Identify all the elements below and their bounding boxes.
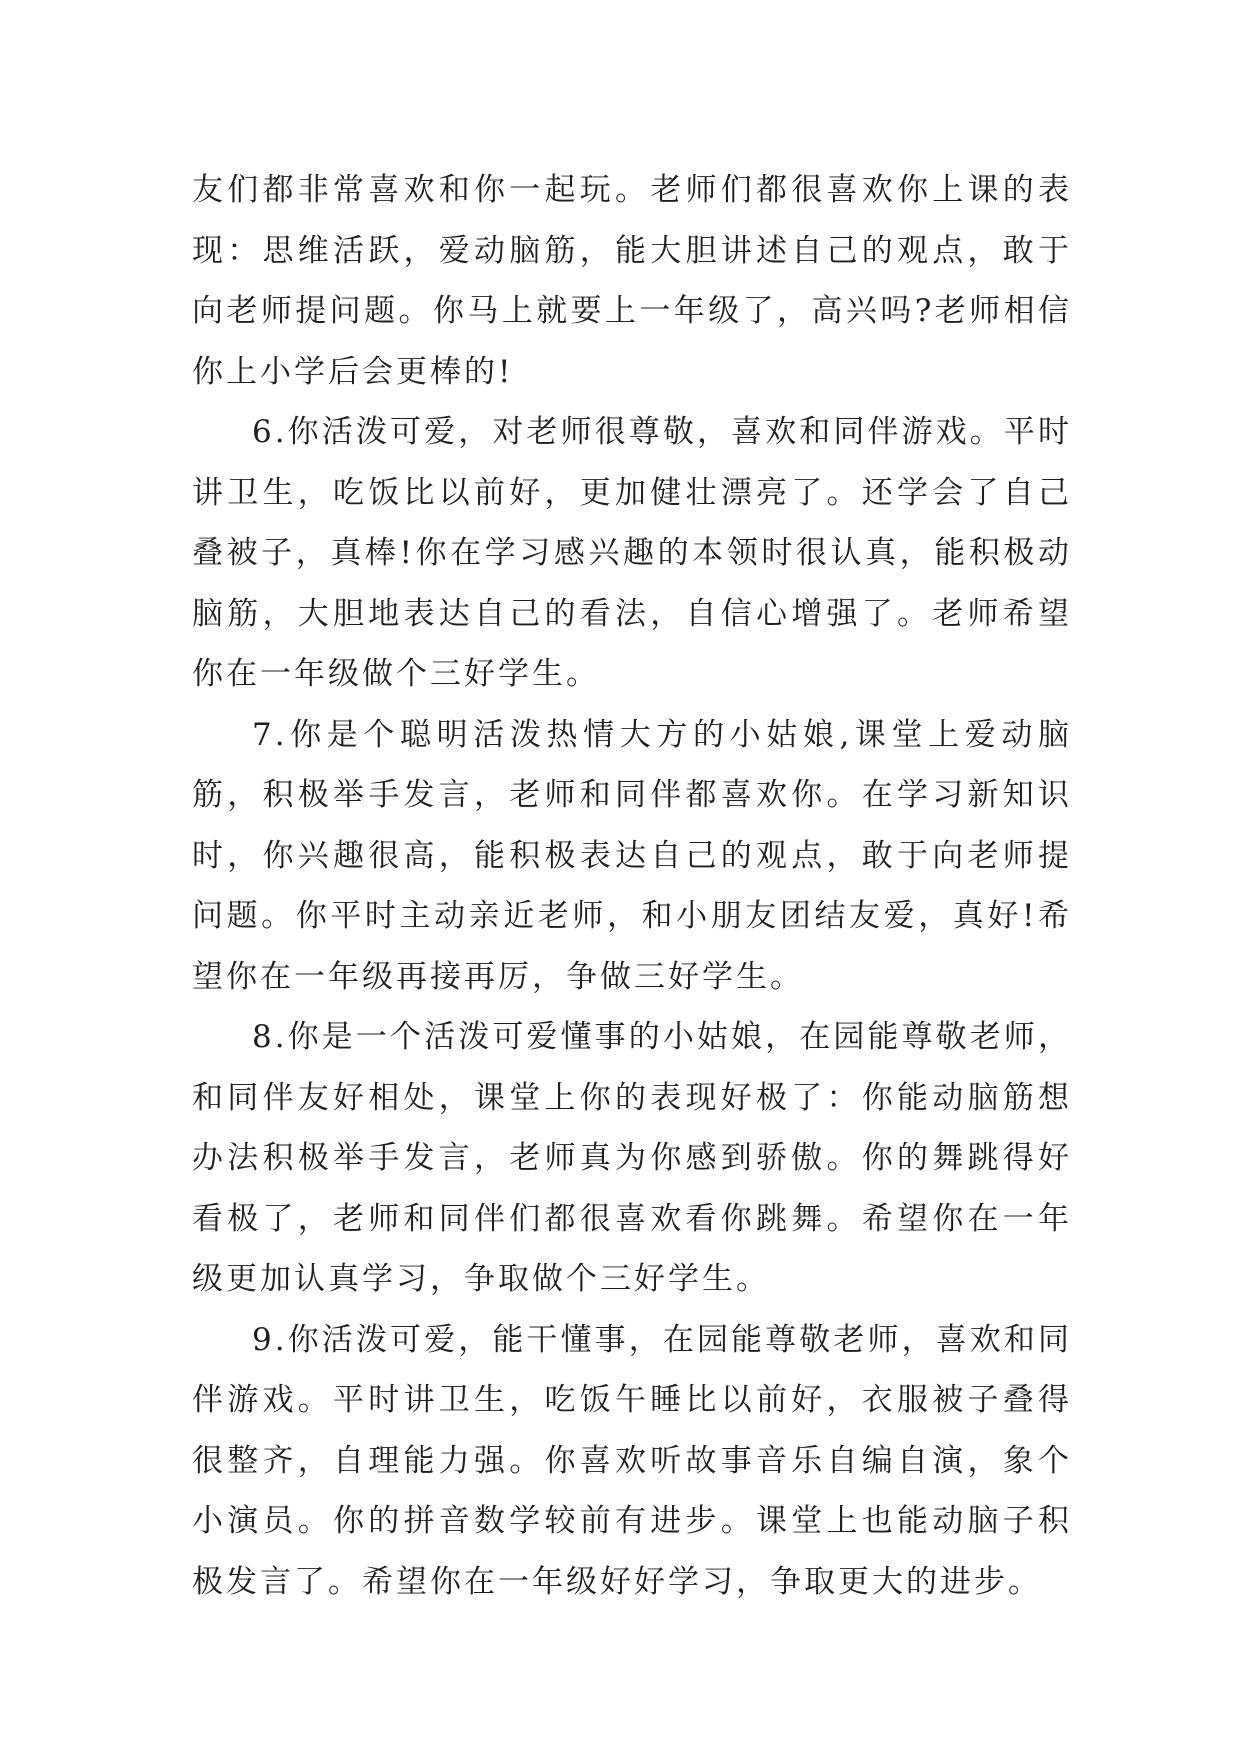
paragraph-comment-9: 9.你活泼可爱，能干懂事，在园能尊敬老师，喜欢和同伴游戏。平时讲卫生，吃饭午睡比以前好，衣服被子叠得很整齐，自理能力强。你喜欢听故事音乐自编自演，象个小演员。你的拼音数学较前有进步。课堂上也能动脑子积极发言了。希望你在一年级好好学习，争取更大的进步。 — [192, 1321, 1072, 1600]
paragraph-comment-8: 8.你是一个活泼可爱懂事的小姑娘，在园能尊敬老师，和同伴友好相处，课堂上你的表现好极了：你能动脑筋想办法积极举手发言，老师真为你感到骄傲。你的舞跳得好看极了，老师和同伴们都很喜欢看你跳舞。希望你在一年级更加认真学习，争取做个三好学生。 — [192, 1019, 1072, 1297]
document-body — [192, 160, 1072, 1612]
paragraph-comment-7: 7.你是个聪明活泼热情大方的小姑娘,课堂上爱动脑筋，积极举手发言，老师和同伴都喜欢你。在学习新知识时，你兴趣很高，能积极表达自己的观点，敢于向老师提问题。你平时主动亲近老师，和小朋友团结友爱，真好!希望你在一年级再接再厉，争做三好学生。 — [192, 716, 1072, 995]
paragraph-comment-6: 6.你活泼可爱，对老师很尊敬，喜欢和同伴游戏。平时讲卫生，吃饭比以前好，更加健壮漂亮了。还学会了自己叠被子，真棒!你在学习感兴趣的本领时很认真，能积极动脑筋，大胆地表达自己的看法，自信心增强了。老师希望你在一年级做个三好学生。 — [192, 414, 1072, 692]
paragraph-continued: 友们都非常喜欢和你一起玩。老师们都很喜欢你上课的表现：思维活跃，爱动脑筋，能大胆讲述自己的观点，敢于向老师提问题。你马上就要上一年级了，高兴吗?老师相信你上小学后会更棒的! — [192, 172, 1072, 390]
